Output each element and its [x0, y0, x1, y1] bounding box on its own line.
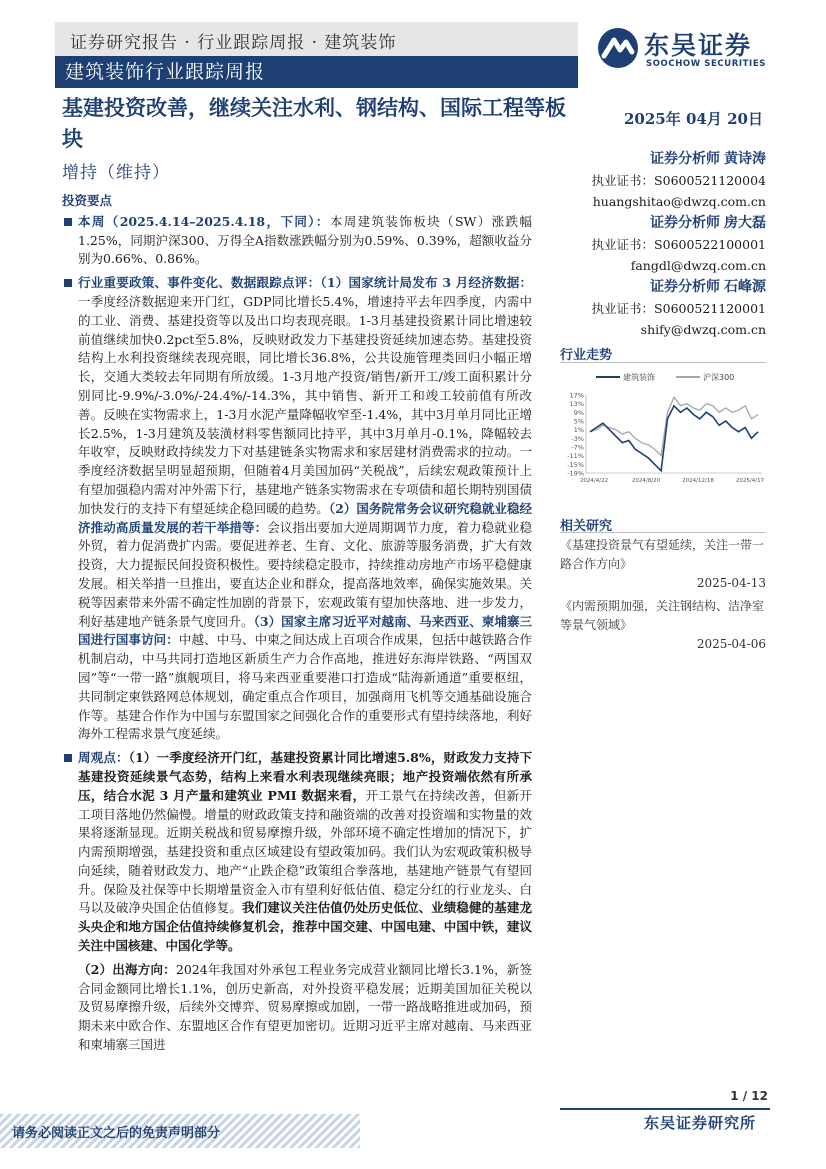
report-headline: 基建投资改善，继续关注水利、钢结构、国际工程等板块 [62, 95, 566, 151]
brand-logo [596, 26, 786, 74]
para-text: 2024年我国对外承包工程业务完成营业额同比增长3.1%，新签合同金额同比增长1.1%，创历史新高，对外投资平稳发展；近期美国加征关税以及贸易摩擦升级，后续外交博弈、贸易摩擦或加剧，一带一路战略推进或加码，预期未来中欧合作、东盟地区合作有望更加密切。近期习近平主席对越南、马来西亚和柬埔寨三国进 [78, 961, 532, 1053]
divider [560, 532, 766, 533]
para-highlight: （1）一季度经济开门红，基建投资累计同比增速5.8%，财政发力支持下基建投资延续景气态势，结构上来看水利表现继续亮眼；地产投资端依然有所承压，结合水泥 3 月产量和建筑业 PMI 数据来看， [78, 750, 532, 803]
y-tick-label: 5% [573, 417, 584, 426]
y-tick-label: 9% [573, 408, 584, 417]
y-tick-label: 1% [573, 426, 584, 435]
page-number: 1 / 12 [730, 1089, 768, 1103]
logo-cn: 东吴证券 [644, 31, 753, 60]
para-text: 一季度经济数据迎来开门红，GDP同比增长5.4%，增速持平去年四季度，内需中的工业、消费、基建投资等以及出口均表现亮眼。1-3月基建投资累计同比增速较前值继续加快0.2pct至5.8%，反映财政发力下基建投资延续加速态势。基建投资结构上水利投资继续表现亮眼，同比增长36.8%，公共设施管理类回归小幅正增长，交通大类较去年同期有所放缓。1-3月地产投资/销售/新开工/竣工面积累计分别同比-9.9%/-3.0%/-24.4%/-14.3%，其中销售、新开工和竣工较前值有所改善。反映在实物需求上，1-3月水泥产量降幅收窄至-1.4%，其中3月单月同比正增长2.5%，1-3月建筑及装潢材料零售额同比持平，其中3月单月-0.1%，降幅较去年收窄，反映财政持续发力下对基建链条实物需求和家居建材消费需求的拉动。一季度经济数据呈明显超预期，但随着4月美国加码“关税战”，后续宏观政策预计上有望加强稳内需对冲外需下行，基建地产链条实物需求在专项债和超长期特别国债加快发行的支持下有望延续企稳回暖的趋势。 [78, 293, 532, 516]
para-highlight: （2）出海方向： [78, 961, 176, 977]
analyst-block [560, 212, 766, 276]
logo-mark-icon [596, 26, 640, 70]
rating: 增持（维持） [62, 163, 170, 183]
para-lead: 周观点： [78, 750, 129, 766]
policy-paragraph [62, 274, 532, 744]
para-text: 开工景气在持续改善，但新开工项目落地仍然偏慢。增量的财政政策支持和融资端的改善对投资端和实物量的效果将逐渐显现。近期关税战和贸易摩擦升级，外部环境不确定性增加的情况下，扩内需预期增强，基建投资和重点区域建设有望政策加码。我们认为宏观政策积极导向延续，随着财政发力、地产“止跌企稳”政策组合拳落地，基建地产链景气有望回升。保险及社保等中长期增量资金入市有望利好低估值、稳定分红的行业龙头、白马以及破净央国企估值修复。 [78, 787, 532, 916]
research-title: 相关研究 [560, 519, 613, 534]
analyst-cert: 执业证书：S0600521120004 [591, 173, 766, 188]
legend-label: 建筑装饰 [623, 373, 655, 382]
analyst-name: 房大磊 [724, 215, 766, 231]
y-tick-label: 17% [569, 391, 584, 400]
analyst-name: 石峰源 [724, 279, 766, 295]
divider [560, 362, 766, 363]
analyst-label: 证券分析师 [650, 279, 721, 295]
research-link[interactable]: 《基建投资景气有望延续，关注一带一路合作方向》 [560, 538, 765, 571]
footer-divider [560, 1108, 770, 1110]
analyst-email[interactable]: shify@dwzq.com.cn [640, 322, 766, 337]
y-tick-label: 13% [569, 400, 584, 409]
x-tick-label: 2024/8/20 [631, 478, 661, 484]
para-text: 本周建筑装饰板块（SW）涨跌幅1.25%，同期沪深300、万得全A指数涨跌幅分别为0.59%、0.39%，超额收益分别为0.66%、0.86%。 [78, 213, 532, 267]
analyst-email[interactable]: huangshitao@dwzq.com.cn [592, 194, 766, 209]
overseas-paragraph [62, 961, 532, 1055]
series-title: 建筑装饰行业跟踪周报 [55, 56, 578, 88]
analyst-panel [560, 148, 766, 340]
analyst-email[interactable]: fangdl@dwzq.com.cn [630, 258, 766, 273]
y-tick-label: -11% [567, 452, 584, 461]
analyst-name: 黄诗涛 [724, 151, 766, 167]
section-title: 投资要点 [62, 193, 113, 208]
x-tick-label: 2024/12/18 [682, 478, 714, 484]
summary-paragraph [62, 213, 532, 269]
industry-trend-chart [560, 365, 766, 485]
para-lead: 行业重要政策、事件变化、数据跟踪点评： [78, 275, 321, 291]
bullet-square-icon [64, 218, 72, 226]
research-date: 2025-04-06 [696, 637, 766, 651]
para-highlight: 我们建议关注估值仍处历史低位、业绩稳健的基建龙头央企和地方国企估值持续修复机会，推荐中国交建、中国电建、中国中铁，建议关注中国核建、中国化学等。 [78, 900, 532, 954]
para-highlight: （2）国务院常务会议研究稳就业稳经济推动高质量发展的若干举措等： [78, 500, 532, 535]
analyst-block [560, 276, 766, 340]
para-highlight: （3）国家主席习近平对越南、马来西亚、柬埔寨三国进行国事访问： [78, 613, 532, 648]
bullet-square-icon [64, 279, 72, 287]
disclaimer-note[interactable]: 请务必阅读正文之后的免责声明部分 [12, 1126, 221, 1141]
research-item[interactable] [560, 597, 766, 654]
x-tick-label: 2025/4/17 [735, 478, 765, 484]
chart-section-title: 行业走势 [560, 348, 613, 363]
analyst-label: 证券分析师 [650, 215, 721, 231]
analyst-cert: 执业证书：S0600522100001 [591, 237, 766, 252]
analyst-label: 证券分析师 [650, 151, 721, 167]
main-body [62, 192, 532, 1060]
report-date: 2025年 04月 20日 [624, 110, 763, 128]
para-text: 中越、中马、中柬之间达成上百项合作成果，包括中越铁路合作机制启动，中马共同打造地区新质生产力合作高地，推进好东海岸铁路、“两国双园”等“一带一路”旗舰项目，将马来西亚重要港口打造成“陆海新通道”重要枢纽，共同制定柬铁路网总体规划，确定重点合作项目，加强商用飞机等交通基础设施合作等。基建合作作为中国与东盟国家之间强化合作的重要形式有望持续落地，利好海外工程需求景气度延续。 [78, 632, 532, 742]
y-tick-label: -7% [571, 443, 584, 452]
y-tick-label: -3% [571, 434, 584, 443]
related-research [560, 536, 766, 658]
x-tick-label: 2024/4/22 [579, 478, 609, 484]
y-tick-label: -15% [567, 460, 584, 469]
analyst-block [560, 148, 766, 212]
breadcrumb: 证券研究报告 · 行业跟踪周报 · 建筑装饰 [70, 33, 397, 53]
bullet-square-icon [64, 754, 72, 762]
y-tick-label: -19% [567, 469, 584, 478]
legend-label: 沪深300 [703, 373, 735, 382]
analyst-cert: 执业证书：S0600521120001 [591, 301, 766, 316]
para-highlight: （1）国家统计局发布 3 月经济数据： [320, 275, 532, 291]
weekly-view-paragraph [62, 749, 532, 956]
institute-name: 东吴证券研究所 [643, 1114, 756, 1132]
research-link[interactable]: 《内需预期加强，关注钢结构、洁净室等景气领域》 [560, 599, 765, 632]
logo-en: SOOCHOW SECURITIES [646, 59, 766, 69]
trend-chart-svg [560, 365, 766, 485]
research-item[interactable] [560, 536, 766, 593]
series-line [590, 406, 758, 471]
para-text: 会议指出要加大逆周期调节力度，着力稳就业稳外贸，着力促消费扩内需。要促进养老、生育、文化、旅游等服务消费，扩大有效投资，大力提振民间投资积极性。要持续稳定股市，持续推动房地产市场平稳健康发展。相关举措一旦推出，要直达企业和群众，提高落地效率，确保实施效果。关税等因素带来外需不确定性加剧的背景下，宏观政策有望加快落地、进一步发力，利好基建地产链条景气度回升。 [78, 519, 532, 629]
para-lead: 本周（2025.4.14–2025.4.18，下同）： [78, 213, 330, 229]
research-date: 2025-04-13 [696, 576, 766, 590]
